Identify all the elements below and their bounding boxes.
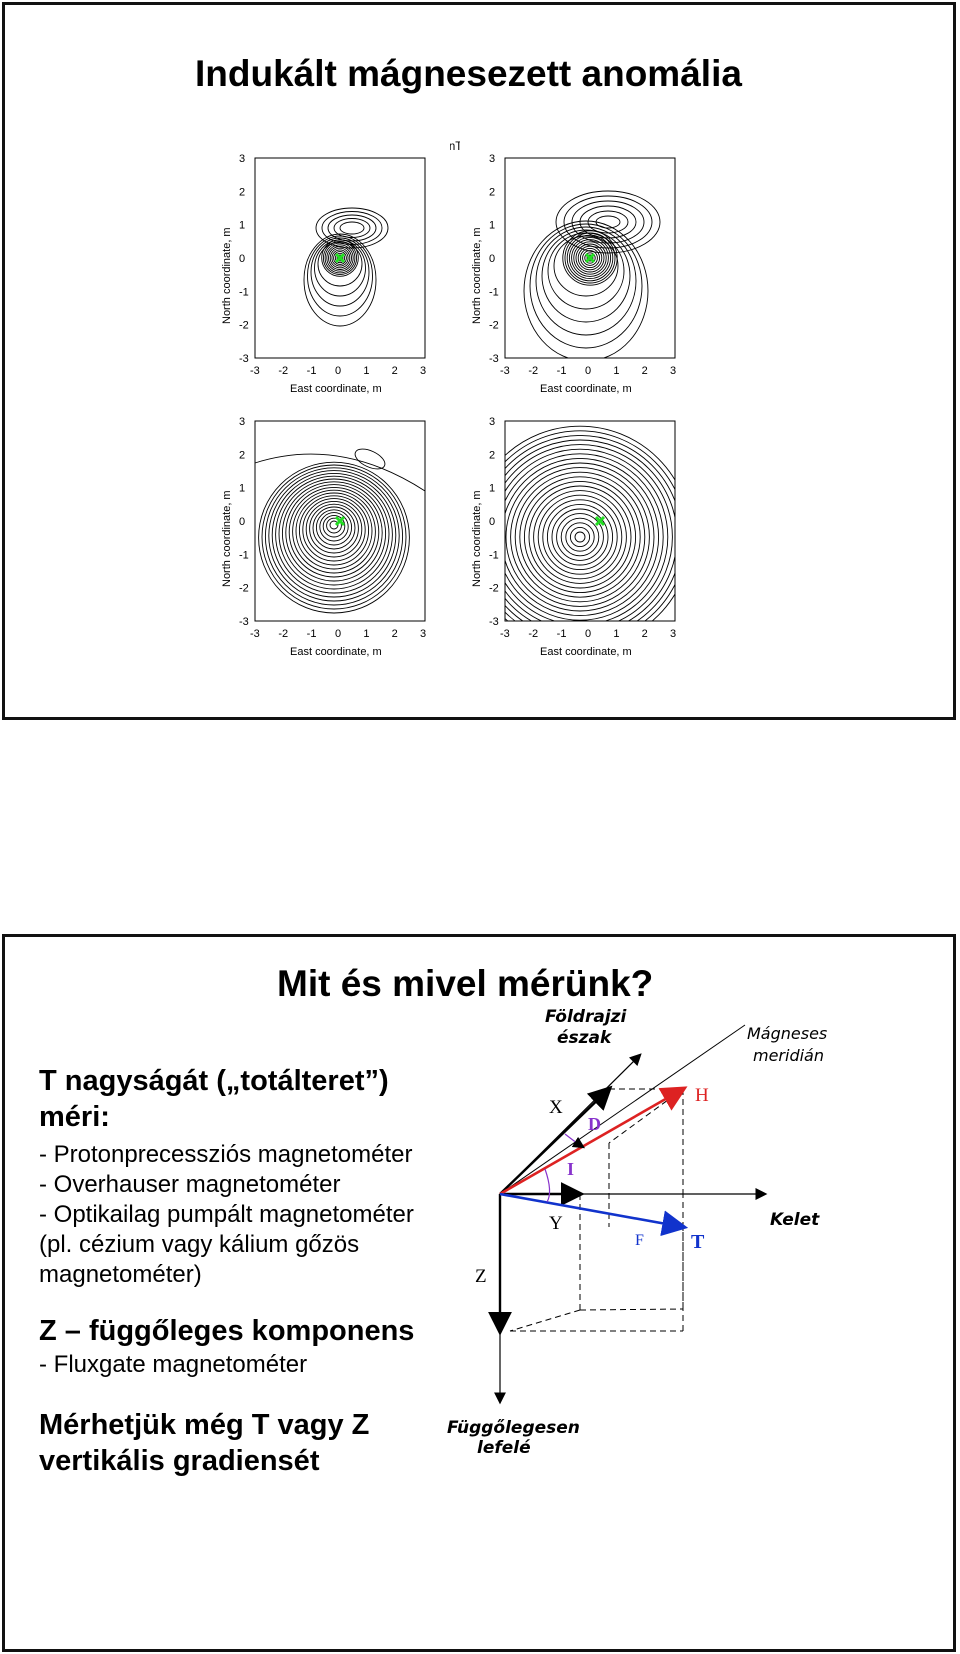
y-tick-label: -1 <box>489 549 499 562</box>
x-tick-label: -1 <box>306 365 317 377</box>
x-tick-label: 0 <box>335 365 342 377</box>
t-heading-line2: méri: <box>39 1101 110 1133</box>
y-axis-label: North coordinate, m <box>221 227 233 324</box>
y-tick-label: 2 <box>489 449 496 462</box>
z-label: Z <box>475 1266 487 1287</box>
magnetic-meridian-line <box>500 1025 745 1194</box>
list-item: - Optikailag pumpált magnetométer <box>39 1201 414 1228</box>
y-tick-label: -2 <box>239 582 249 595</box>
z-heading: Z – függőleges komponens <box>39 1315 415 1347</box>
y-tick-label: 1 <box>239 482 246 495</box>
x-tick-label: 3 <box>420 628 427 640</box>
y-tick-label: 1 <box>489 482 496 495</box>
x-tick-label: -2 <box>528 628 539 640</box>
contour-lines <box>255 445 425 613</box>
h-label: H <box>695 1085 709 1106</box>
y-tick-label: -1 <box>239 549 249 562</box>
x-tick-label: -1 <box>556 628 567 640</box>
x-tick-label: -2 <box>278 365 289 377</box>
x-tick-label: -3 <box>500 628 510 640</box>
x-tick-label: 1 <box>613 628 620 640</box>
y-axis-label: North coordinate, m <box>471 490 483 587</box>
x-axis-label: East coordinate, m <box>540 383 632 395</box>
contour-plot-d <box>460 403 700 658</box>
t-label: T <box>691 1231 705 1253</box>
inclination-arc <box>545 1169 550 1202</box>
contour-plot-c <box>210 403 450 658</box>
y-tick-label: -2 <box>489 319 499 332</box>
slide-title: Mit és mivel mérünk? <box>277 963 654 1004</box>
x-tick-label: 2 <box>391 628 398 640</box>
y-tick-label: -1 <box>239 286 249 299</box>
list-item: (pl. cézium vagy kálium gőzös <box>39 1231 360 1258</box>
y-tick-label: 3 <box>489 153 496 165</box>
i-label: I <box>567 1159 575 1179</box>
contour-plot-b <box>460 140 700 395</box>
declination-arc <box>565 1134 583 1147</box>
y-tick-label: -1 <box>489 286 499 299</box>
y-tick-label: 3 <box>239 153 246 165</box>
x-tick-label: 2 <box>641 628 648 640</box>
y-tick-label: 0 <box>239 516 246 528</box>
x-tick-label: 1 <box>363 628 370 640</box>
y-tick-label: 3 <box>239 416 246 428</box>
y-tick-label: 0 <box>489 253 496 265</box>
geo-north-label-1: Földrajzi <box>545 1007 627 1027</box>
list-item: - Fluxgate magnetométer <box>39 1351 308 1378</box>
y-tick-label: 0 <box>239 253 246 265</box>
x-tick-label: 3 <box>670 365 677 377</box>
t-vector <box>500 1194 683 1227</box>
contour-lines <box>304 208 388 326</box>
slide-what-we-measure <box>2 934 956 1652</box>
t-heading-line1: T nagyságát („totálteret”) <box>39 1065 389 1097</box>
down-label-1: Függőlegesen <box>447 1418 580 1438</box>
contour-lines <box>524 191 660 361</box>
f-label: F <box>635 1232 644 1249</box>
y-tick-label: -3 <box>489 353 499 365</box>
mag-meridian-label-2: meridián <box>753 1046 824 1065</box>
x-tick-label: 0 <box>585 365 592 377</box>
y-tick-label: 1 <box>239 219 246 232</box>
x-axis-label: East coordinate, m <box>290 383 382 395</box>
y-tick-label: -2 <box>489 582 499 595</box>
y-tick-label: 0 <box>489 516 496 528</box>
x-tick-label: 3 <box>670 628 677 640</box>
x-tick-label: 0 <box>585 628 592 640</box>
plot-title: nT <box>448 141 463 153</box>
final-line1: Mérhetjük még T vagy Z <box>39 1409 370 1441</box>
x-axis-label: East coordinate, m <box>290 646 382 658</box>
source-marker-icon <box>336 517 344 525</box>
x-tick-label: -2 <box>528 365 539 377</box>
x-axis-label: East coordinate, m <box>540 646 632 658</box>
y-tick-label: -3 <box>239 616 249 628</box>
x-tick-label: 2 <box>391 365 398 377</box>
y-tick-label: -3 <box>239 353 249 365</box>
list-item: - Protonprecessziós magnetométer <box>39 1141 413 1168</box>
geo-north-label-2: észak <box>557 1028 612 1048</box>
field-components-diagram <box>435 997 855 1467</box>
y-tick-label: 1 <box>489 219 496 232</box>
x-tick-label: 0 <box>335 628 342 640</box>
y-axis-label: North coordinate, m <box>471 227 483 324</box>
x-tick-label: 3 <box>420 365 427 377</box>
slide-induced-anomaly <box>2 2 956 720</box>
x-tick-label: 2 <box>641 365 648 377</box>
y-tick-label: -3 <box>489 616 499 628</box>
down-label-2: lefelé <box>477 1438 531 1458</box>
y-axis-label: North coordinate, m <box>221 490 233 587</box>
x-tick-label: -1 <box>306 628 317 640</box>
y-label: Y <box>549 1213 563 1234</box>
x-tick-label: -3 <box>250 365 260 377</box>
y-tick-label: -2 <box>239 319 249 332</box>
x-tick-label: 1 <box>363 365 370 377</box>
x-tick-label: -3 <box>250 628 260 640</box>
y-tick-label: 2 <box>239 449 246 462</box>
y-tick-label: 2 <box>489 186 496 199</box>
x-tick-label: -3 <box>500 365 510 377</box>
x-tick-label: 1 <box>613 365 620 377</box>
contour-plot-a <box>210 140 463 395</box>
list-item: - Overhauser magnetométer <box>39 1171 341 1198</box>
x-tick-label: -1 <box>556 365 567 377</box>
d-label: D <box>588 1114 601 1134</box>
slide-title: Indukált mágnesezett anomália <box>195 53 742 94</box>
east-label: Kelet <box>770 1210 820 1230</box>
y-tick-label: 3 <box>489 416 496 428</box>
x-label: X <box>549 1097 563 1118</box>
list-item: magnetométer) <box>39 1261 202 1288</box>
x-tick-label: -2 <box>278 628 289 640</box>
mag-meridian-label-1: Mágneses <box>747 1024 828 1043</box>
y-tick-label: 2 <box>239 186 246 199</box>
final-line2: vertikális gradiensét <box>39 1445 320 1477</box>
